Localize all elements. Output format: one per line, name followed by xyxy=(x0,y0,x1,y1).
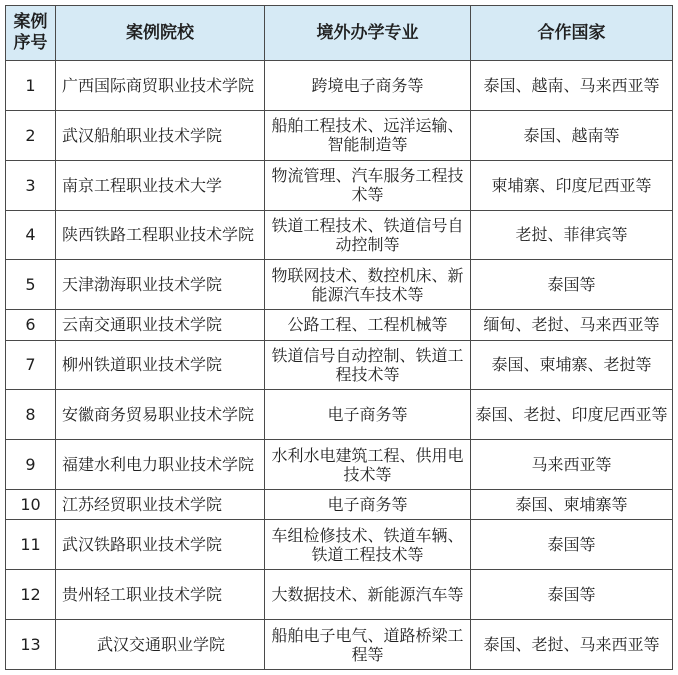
case-number-cell: 1 xyxy=(6,61,56,111)
case-number-cell: 4 xyxy=(6,210,56,260)
major-cell: 电子商务等 xyxy=(265,390,471,440)
major-cell: 车组检修技术、铁道车辆、铁道工程技术等 xyxy=(265,520,471,570)
table-header xyxy=(6,6,673,61)
table-row xyxy=(6,310,673,340)
case-number-cell: 12 xyxy=(6,570,56,620)
school-cell: 陕西铁路工程职业技术学院 xyxy=(56,210,265,260)
case-number-cell: 11 xyxy=(6,520,56,570)
country-cell: 泰国等 xyxy=(471,260,673,310)
school-cell: 云南交通职业技术学院 xyxy=(56,310,265,340)
header-case-no: 案例序号 xyxy=(6,6,56,61)
case-number-cell: 8 xyxy=(6,390,56,440)
table-row xyxy=(6,570,673,620)
case-number-cell: 2 xyxy=(6,110,56,160)
major-cell: 跨境电子商务等 xyxy=(265,61,471,111)
table-row xyxy=(6,61,673,111)
header-country: 合作国家 xyxy=(471,6,673,61)
case-number-cell: 13 xyxy=(6,620,56,670)
case-number-cell: 7 xyxy=(6,340,56,390)
country-cell: 泰国、老挝、马来西亚等 xyxy=(471,620,673,670)
case-table xyxy=(5,5,673,670)
country-cell: 泰国、越南、马来西亚等 xyxy=(471,61,673,111)
table-row xyxy=(6,110,673,160)
country-cell: 泰国、老挝、印度尼西亚等 xyxy=(471,390,673,440)
major-cell: 铁道信号自动控制、铁道工程技术等 xyxy=(265,340,471,390)
table-row xyxy=(6,620,673,670)
header-school: 案例院校 xyxy=(56,6,265,61)
major-cell: 铁道工程技术、铁道信号自动控制等 xyxy=(265,210,471,260)
school-cell: 江苏经贸职业技术学院 xyxy=(56,490,265,520)
school-cell: 安徽商务贸易职业技术学院 xyxy=(56,390,265,440)
table-row xyxy=(6,160,673,210)
case-number-cell: 10 xyxy=(6,490,56,520)
country-cell: 泰国、柬埔寨等 xyxy=(471,490,673,520)
major-cell: 大数据技术、新能源汽车等 xyxy=(265,570,471,620)
table-body xyxy=(6,61,673,670)
major-cell: 公路工程、工程机械等 xyxy=(265,310,471,340)
case-number-cell: 9 xyxy=(6,440,56,490)
country-cell: 马来西亚等 xyxy=(471,440,673,490)
country-cell: 泰国、越南等 xyxy=(471,110,673,160)
major-cell: 物联网技术、数控机床、新能源汽车技术等 xyxy=(265,260,471,310)
country-cell: 老挝、菲律宾等 xyxy=(471,210,673,260)
major-cell: 船舶工程技术、远洋运输、智能制造等 xyxy=(265,110,471,160)
country-cell: 柬埔寨、印度尼西亚等 xyxy=(471,160,673,210)
case-number-cell: 3 xyxy=(6,160,56,210)
country-cell: 泰国、柬埔寨、老挝等 xyxy=(471,340,673,390)
school-cell: 武汉铁路职业技术学院 xyxy=(56,520,265,570)
school-cell: 南京工程职业技术大学 xyxy=(56,160,265,210)
table-row xyxy=(6,340,673,390)
header-major: 境外办学专业 xyxy=(265,6,471,61)
school-cell: 武汉船舶职业技术学院 xyxy=(56,110,265,160)
case-number-cell: 5 xyxy=(6,260,56,310)
table-row xyxy=(6,520,673,570)
major-cell: 船舶电子电气、道路桥梁工程等 xyxy=(265,620,471,670)
table-row xyxy=(6,260,673,310)
table-row xyxy=(6,210,673,260)
table-row xyxy=(6,490,673,520)
school-cell: 天津渤海职业技术学院 xyxy=(56,260,265,310)
major-cell: 物流管理、汽车服务工程技术等 xyxy=(265,160,471,210)
school-cell: 广西国际商贸职业技术学院 xyxy=(56,61,265,111)
school-cell: 柳州铁道职业技术学院 xyxy=(56,340,265,390)
major-cell: 水利水电建筑工程、供用电技术等 xyxy=(265,440,471,490)
major-cell: 电子商务等 xyxy=(265,490,471,520)
case-number-cell: 6 xyxy=(6,310,56,340)
school-cell: 武汉交通职业学院 xyxy=(56,620,265,670)
table-row xyxy=(6,440,673,490)
country-cell: 泰国等 xyxy=(471,570,673,620)
country-cell: 缅甸、老挝、马来西亚等 xyxy=(471,310,673,340)
table-row xyxy=(6,390,673,440)
country-cell: 泰国等 xyxy=(471,520,673,570)
school-cell: 贵州轻工职业技术学院 xyxy=(56,570,265,620)
header-row xyxy=(6,6,673,61)
school-cell: 福建水利电力职业技术学院 xyxy=(56,440,265,490)
